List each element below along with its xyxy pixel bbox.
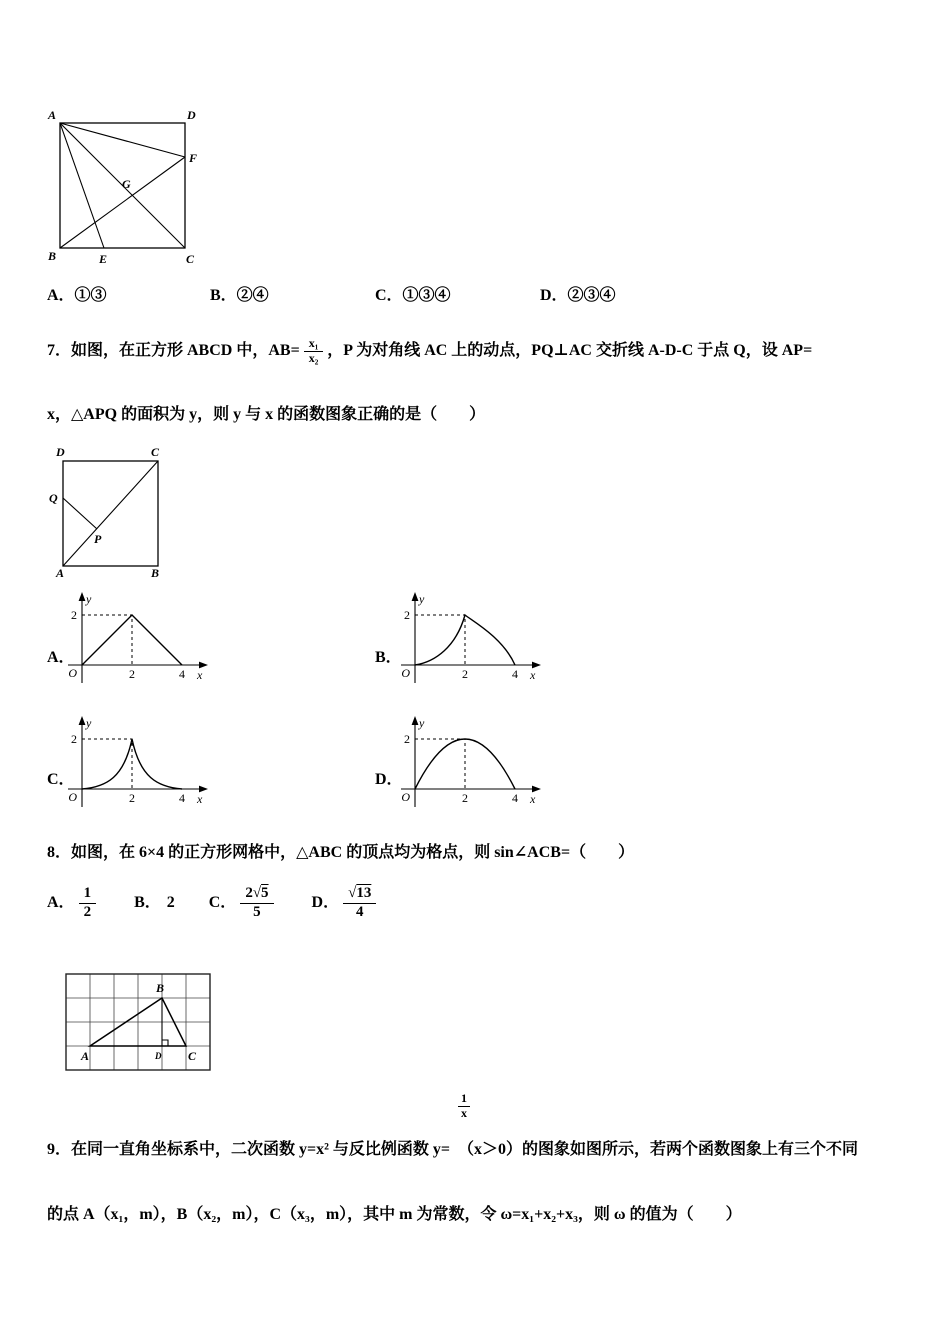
y-arrow — [412, 716, 419, 725]
radical-sign: √ — [348, 885, 357, 902]
q6-option-b: B．②④ — [210, 287, 269, 304]
y-arrow — [412, 592, 419, 601]
q8-option-a-label: A． — [47, 893, 75, 911]
y-axis-label: y — [419, 592, 425, 606]
q8-option-c-fraction — [240, 885, 273, 921]
tick-y2: 2 — [404, 608, 410, 622]
q7-fraction-numerator: x₁ — [304, 337, 324, 352]
q7-line2: x，△APQ 的面积为 y，则 y 与 x 的函数图象正确的是（ ） — [47, 406, 486, 423]
point-label-p: P — [94, 532, 102, 546]
graph-option-d — [395, 714, 545, 814]
fraction-numerator: 1 — [458, 1092, 470, 1107]
point-label-b: B — [48, 249, 57, 263]
y-axis-label: y — [86, 592, 92, 606]
radicand: 13 — [356, 885, 372, 902]
right-angle-mark — [162, 1040, 168, 1046]
q7-text-post: ，P 为对角线 AC 上的动点，PQ⊥AC 交折线 A‐D‐C 于点 Q，设 AP= — [327, 341, 813, 359]
segment-qp — [63, 498, 97, 529]
point-label-c: C — [151, 445, 160, 459]
guide-dashes — [415, 615, 465, 665]
radicand: 5 — [261, 885, 269, 902]
graph-option-c — [62, 714, 212, 814]
fraction-denominator: 4 — [355, 903, 364, 920]
segment-bf — [60, 157, 185, 248]
q8-options — [47, 876, 380, 930]
origin-label: O — [401, 790, 410, 804]
point-label-a: A — [56, 566, 65, 578]
fraction-denominator: 5 — [253, 903, 261, 920]
point-label-e: E — [99, 252, 108, 265]
fraction-numerator — [343, 885, 376, 903]
q8-option-c-label: C． — [208, 893, 237, 911]
graph-c-label: C． — [47, 771, 75, 788]
q8-option-a-fraction — [79, 885, 97, 921]
fraction-denominator: x — [461, 1105, 467, 1120]
coefficient: 2 — [245, 885, 253, 902]
point-label-d: D — [155, 1051, 162, 1061]
q6-option-c: C．①③④ — [375, 287, 451, 304]
q7-text-pre: 7．如图，在正方形 ABCD 中，AB= — [47, 341, 300, 359]
point-label-c: C — [188, 1049, 197, 1063]
tick-x4: 4 — [512, 791, 518, 805]
point-label-b: B — [156, 981, 165, 995]
x-axis-label: x — [530, 668, 536, 682]
tick-x4: 4 — [179, 791, 185, 805]
segment-af — [60, 123, 185, 157]
fraction-numerator: 1 — [79, 885, 97, 903]
graph-b-label: B． — [375, 649, 402, 666]
point-label-a: A — [48, 108, 57, 122]
q8-option-b-value: 2 — [166, 893, 175, 911]
point-label-q: Q — [49, 491, 58, 505]
tick-x2: 2 — [462, 791, 468, 805]
figure-q8-grid — [60, 970, 216, 1074]
graph-d-label: D． — [375, 771, 403, 788]
graph-a-label: A． — [47, 649, 75, 666]
radical-sign: √ — [252, 885, 262, 902]
tick-x2: 2 — [129, 667, 135, 681]
q7-line1 — [47, 328, 812, 374]
q7-fraction-denominator: x₂ — [308, 350, 319, 365]
tick-x2: 2 — [129, 791, 135, 805]
origin-label: O — [68, 666, 77, 680]
tick-x2: 2 — [462, 667, 468, 681]
origin-label: O — [68, 790, 77, 804]
point-label-f: F — [189, 151, 198, 165]
q7-ab-fraction — [304, 337, 324, 366]
graph-option-b — [395, 590, 545, 690]
q8-option-d-label: D． — [311, 893, 340, 911]
y-arrow — [79, 592, 86, 601]
q6-option-a: A．①③ — [47, 287, 107, 304]
tick-y2: 2 — [71, 608, 77, 622]
figure-q6-square — [45, 105, 215, 265]
x-axis-label: x — [197, 668, 203, 682]
origin-label: O — [401, 666, 410, 680]
q8-option-b-label: B． — [134, 893, 161, 911]
x-axis-label: x — [197, 792, 203, 806]
y-arrow — [79, 716, 86, 725]
q8-option-d-fraction — [343, 885, 376, 921]
fraction-denominator: 2 — [83, 903, 92, 920]
x-axis-label: x — [530, 792, 536, 806]
diagonal-ac — [63, 461, 158, 566]
segment-ae — [60, 123, 104, 248]
y-axis-label: y — [419, 716, 425, 730]
q9-line1: 9．在同一直角坐标系中，二次函数 y=x² 与反比例函数 y= （x＞0）的图象如图所示，若两个函数图象上有三个不同 — [47, 1141, 859, 1158]
point-label-g: G — [122, 177, 131, 191]
point-label-c: C — [186, 252, 195, 265]
q9-inline-fraction — [458, 1092, 470, 1121]
point-label-a: A — [81, 1049, 90, 1063]
y-axis-label: y — [86, 716, 92, 730]
point-label-d: D — [56, 445, 65, 459]
tick-x4: 4 — [179, 667, 185, 681]
fraction-numerator — [240, 885, 273, 903]
q8-text: 8．如图，在 6×4 的正方形网格中，△ABC 的顶点均为格点，则 sin∠ACB=（ ） — [47, 844, 635, 861]
point-label-b: B — [151, 566, 160, 578]
tick-y2: 2 — [71, 732, 77, 746]
point-label-d: D — [187, 108, 196, 122]
tick-x4: 4 — [512, 667, 518, 681]
figure-q7-square — [48, 443, 178, 578]
tick-y2: 2 — [404, 732, 410, 746]
guide-dashes — [415, 739, 465, 789]
q9-line2: 的点 A（x₁，m），B（x₂，m），C（x₃，m），其中 m 为常数，令 ω=x₁+x₂+x₃，则 ω 的值为（ ） — [47, 1206, 742, 1223]
q6-option-d: D．②③④ — [540, 287, 616, 304]
graph-option-a — [62, 590, 212, 690]
